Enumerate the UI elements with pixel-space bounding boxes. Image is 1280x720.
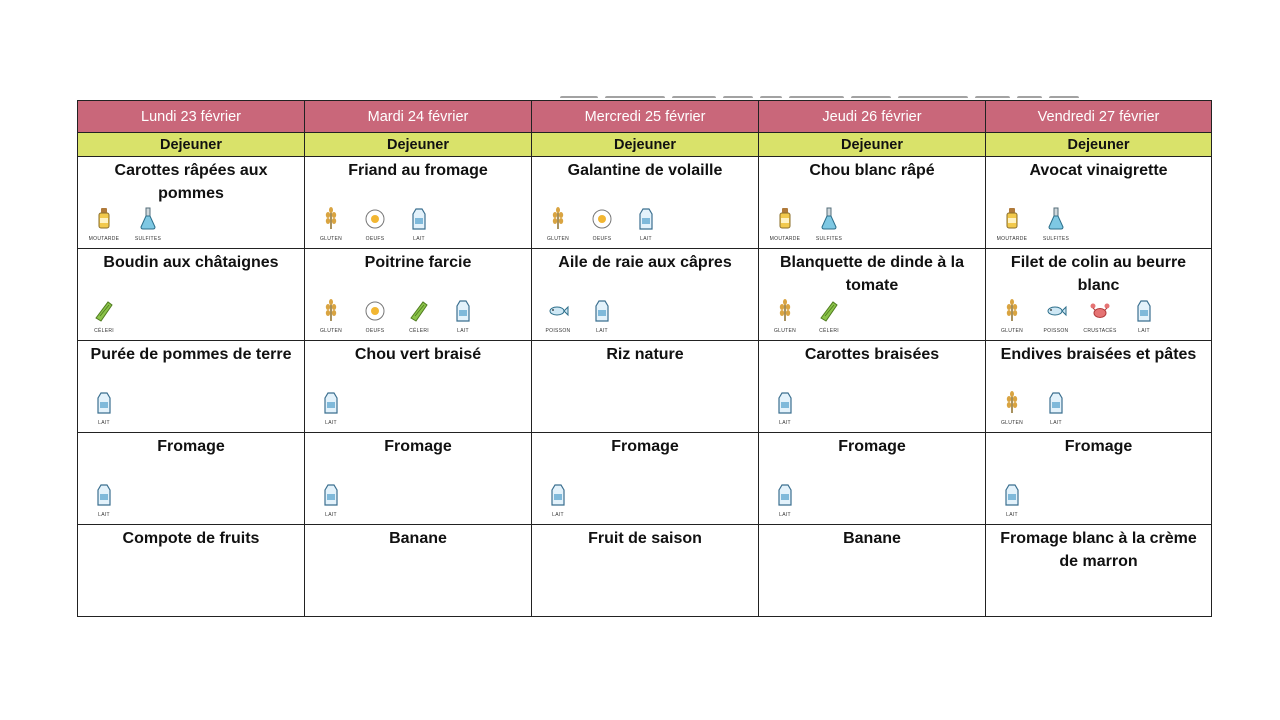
meal-header-row	[78, 133, 1212, 157]
menu-cell	[986, 525, 1212, 617]
sulfites-allergen	[1038, 206, 1074, 242]
menu-row	[78, 525, 1212, 617]
lait-allergen	[1126, 298, 1162, 334]
lait-icon	[93, 390, 115, 419]
allergen-label: LAIT	[640, 236, 652, 242]
menu-cell	[78, 249, 305, 341]
allergen-list	[86, 298, 122, 334]
menu-cell	[305, 249, 532, 341]
gluten-icon	[1001, 390, 1023, 419]
dish-name: Chou vert braisé	[354, 346, 482, 363]
lait-allergen	[628, 206, 664, 242]
lait-icon	[774, 482, 796, 511]
menu-cell	[78, 433, 305, 525]
allergen-label: SULFITES	[1042, 236, 1070, 242]
allergen-label: LAIT	[596, 328, 608, 334]
moutarde-allergen	[86, 206, 122, 242]
celeri-allergen	[401, 298, 437, 334]
menu-cell	[759, 525, 986, 617]
menu-row	[78, 249, 1212, 341]
menu-cell	[759, 341, 986, 433]
allergen-list	[994, 298, 1162, 334]
allergen-label: CÉLERI	[819, 328, 839, 334]
menu-cell	[986, 433, 1212, 525]
allergen-list	[767, 390, 803, 426]
dish-name: Banane	[843, 530, 901, 547]
oeufs-allergen	[357, 298, 393, 334]
gluten-icon	[1001, 298, 1023, 327]
meal-label: Dejeuner	[305, 133, 532, 157]
allergen-list	[994, 206, 1074, 242]
menu-cell	[305, 525, 532, 617]
allergen-label: LAIT	[779, 512, 791, 518]
lait-icon	[93, 482, 115, 511]
menu-cell	[759, 249, 986, 341]
cropped-header-text	[560, 88, 1140, 98]
menu-row	[78, 433, 1212, 525]
gluten-allergen	[767, 298, 803, 334]
sulfites-allergen	[130, 206, 166, 242]
gluten-allergen	[994, 390, 1030, 426]
oeufs-icon	[364, 206, 386, 235]
dish-name: Poitrine farcie	[364, 254, 472, 271]
gluten-icon	[320, 206, 342, 235]
day-header: Vendredi 27 février	[986, 101, 1212, 133]
lait-icon	[408, 206, 430, 235]
allergen-list	[540, 206, 664, 242]
menu-cell	[78, 341, 305, 433]
dish-name: Filet de colin au beurre blanc	[1010, 254, 1187, 294]
lait-allergen	[313, 390, 349, 426]
allergen-label: LAIT	[98, 420, 110, 426]
lait-icon	[591, 298, 613, 327]
lait-icon	[547, 482, 569, 511]
allergen-label: MOUTARDE	[996, 236, 1028, 242]
sulfites-icon	[818, 206, 840, 235]
menu-cell	[532, 525, 759, 617]
allergen-label: GLUTEN	[1000, 420, 1024, 426]
dish-name: Banane	[389, 530, 447, 547]
lait-allergen	[540, 482, 576, 518]
gluten-icon	[774, 298, 796, 327]
celeri-icon	[818, 298, 840, 327]
lait-allergen	[86, 390, 122, 426]
dish-name: Fromage	[384, 438, 452, 455]
moutarde-icon	[774, 206, 796, 235]
lait-icon	[320, 482, 342, 511]
dish-name: Friand au fromage	[348, 162, 488, 179]
allergen-label: LAIT	[413, 236, 425, 242]
allergen-label: MOUTARDE	[88, 236, 120, 242]
lait-allergen	[401, 206, 437, 242]
dish-name: Boudin aux châtaignes	[103, 254, 279, 271]
moutarde-icon	[93, 206, 115, 235]
allergen-label: CÉLERI	[94, 328, 114, 334]
meal-label: Dejeuner	[759, 133, 986, 157]
allergen-label: GLUTEN	[773, 328, 797, 334]
meal-label: Dejeuner	[532, 133, 759, 157]
lait-icon	[774, 390, 796, 419]
dish-name: Fromage blanc à la crème de marron	[1000, 530, 1197, 570]
day-header: Lundi 23 février	[78, 101, 305, 133]
crustaces-icon	[1089, 298, 1111, 327]
menu-cell	[986, 341, 1212, 433]
allergen-label: SULFITES	[134, 236, 162, 242]
allergen-label: MOUTARDE	[769, 236, 801, 242]
allergen-label: POISSON	[1043, 328, 1069, 334]
dish-name: Aile de raie aux câpres	[558, 254, 732, 271]
menu-cell	[305, 157, 532, 249]
lait-allergen	[994, 482, 1030, 518]
allergen-list	[540, 298, 620, 334]
dish-name: Purée de pommes de terre	[90, 346, 292, 363]
lait-icon	[320, 390, 342, 419]
dish-name: Chou blanc râpé	[809, 162, 935, 179]
allergen-label: LAIT	[325, 512, 337, 518]
dish-name: Compote de fruits	[122, 530, 260, 547]
allergen-label: OEUFS	[592, 236, 612, 242]
celeri-allergen	[811, 298, 847, 334]
allergen-label: OEUFS	[365, 236, 385, 242]
menu-row	[78, 341, 1212, 433]
allergen-list	[313, 206, 437, 242]
menu-cell	[532, 157, 759, 249]
allergen-label: GLUTEN	[546, 236, 570, 242]
allergen-list	[994, 482, 1030, 518]
lait-icon	[1001, 482, 1023, 511]
allergen-label: LAIT	[779, 420, 791, 426]
lait-icon	[452, 298, 474, 327]
dish-name: Galantine de volaille	[567, 162, 723, 179]
menu-cell	[986, 157, 1212, 249]
moutarde-allergen	[994, 206, 1030, 242]
oeufs-icon	[364, 298, 386, 327]
celeri-icon	[408, 298, 430, 327]
allergen-label: LAIT	[1138, 328, 1150, 334]
menu-body	[78, 157, 1212, 617]
lait-allergen	[313, 482, 349, 518]
allergen-list	[767, 298, 847, 334]
dish-name: Endives braisées et pâtes	[1000, 346, 1197, 363]
moutarde-allergen	[767, 206, 803, 242]
crustaces-allergen	[1082, 298, 1118, 334]
lait-icon	[1045, 390, 1067, 419]
menu-cell	[986, 249, 1212, 341]
menu-cell	[305, 341, 532, 433]
allergen-list	[313, 390, 349, 426]
sulfites-icon	[137, 206, 159, 235]
allergen-label: GLUTEN	[319, 328, 343, 334]
menu-cell	[532, 341, 759, 433]
allergen-label: LAIT	[325, 420, 337, 426]
lait-allergen	[584, 298, 620, 334]
allergen-list	[86, 482, 122, 518]
lait-allergen	[445, 298, 481, 334]
dish-name: Fromage	[157, 438, 225, 455]
allergen-list	[313, 482, 349, 518]
allergen-label: GLUTEN	[319, 236, 343, 242]
lait-allergen	[86, 482, 122, 518]
allergen-label: LAIT	[1050, 420, 1062, 426]
poisson-icon	[1045, 298, 1067, 327]
allergen-label: LAIT	[552, 512, 564, 518]
allergen-list	[86, 390, 122, 426]
dish-name: Fromage	[1064, 438, 1133, 455]
meal-label: Dejeuner	[986, 133, 1212, 157]
dish-name: Riz nature	[606, 346, 684, 363]
oeufs-allergen	[584, 206, 620, 242]
menu-cell	[759, 433, 986, 525]
celeri-icon	[93, 298, 115, 327]
allergen-label: LAIT	[1006, 512, 1018, 518]
dish-name: Carottes braisées	[804, 346, 940, 363]
menu-cell	[532, 249, 759, 341]
allergen-label: OEUFS	[365, 328, 385, 334]
menu-cell	[532, 433, 759, 525]
gluten-allergen	[313, 206, 349, 242]
poisson-allergen	[540, 298, 576, 334]
poisson-icon	[547, 298, 569, 327]
moutarde-icon	[1001, 206, 1023, 235]
allergen-list	[86, 206, 166, 242]
day-header: Mercredi 25 février	[532, 101, 759, 133]
gluten-allergen	[994, 298, 1030, 334]
lait-icon	[1133, 298, 1155, 327]
gluten-icon	[320, 298, 342, 327]
weekly-menu-table	[77, 100, 1212, 617]
poisson-allergen	[1038, 298, 1074, 334]
dish-name: Avocat vinaigrette	[1029, 162, 1168, 179]
allergen-label: SULFITES	[815, 236, 843, 242]
day-header: Jeudi 26 février	[759, 101, 986, 133]
sulfites-allergen	[811, 206, 847, 242]
day-header-row	[78, 101, 1212, 133]
lait-allergen	[1038, 390, 1074, 426]
dish-name: Fromage	[611, 438, 679, 455]
allergen-list	[767, 206, 847, 242]
allergen-list	[540, 482, 576, 518]
dish-name: Fromage	[838, 438, 906, 455]
menu-cell	[78, 525, 305, 617]
meal-label: Dejeuner	[78, 133, 305, 157]
allergen-label: GLUTEN	[1000, 328, 1024, 334]
menu-cell	[759, 157, 986, 249]
gluten-allergen	[540, 206, 576, 242]
dish-name: Carottes râpées aux pommes	[114, 162, 268, 202]
oeufs-icon	[591, 206, 613, 235]
allergen-list	[994, 390, 1074, 426]
allergen-label: CRUSTACÉS	[1083, 328, 1117, 334]
menu-cell	[78, 157, 305, 249]
gluten-icon	[547, 206, 569, 235]
day-header: Mardi 24 février	[305, 101, 532, 133]
allergen-label: CÉLERI	[409, 328, 429, 334]
oeufs-allergen	[357, 206, 393, 242]
allergen-label: POISSON	[545, 328, 571, 334]
menu-row	[78, 157, 1212, 249]
dish-name: Fruit de saison	[588, 530, 702, 547]
dish-name: Blanquette de dinde à la tomate	[779, 254, 965, 294]
celeri-allergen	[86, 298, 122, 334]
allergen-list	[313, 298, 481, 334]
allergen-label: LAIT	[98, 512, 110, 518]
sulfites-icon	[1045, 206, 1067, 235]
lait-allergen	[767, 482, 803, 518]
lait-icon	[635, 206, 657, 235]
allergen-list	[767, 482, 803, 518]
gluten-allergen	[313, 298, 349, 334]
menu-cell	[305, 433, 532, 525]
allergen-label: LAIT	[457, 328, 469, 334]
lait-allergen	[767, 390, 803, 426]
